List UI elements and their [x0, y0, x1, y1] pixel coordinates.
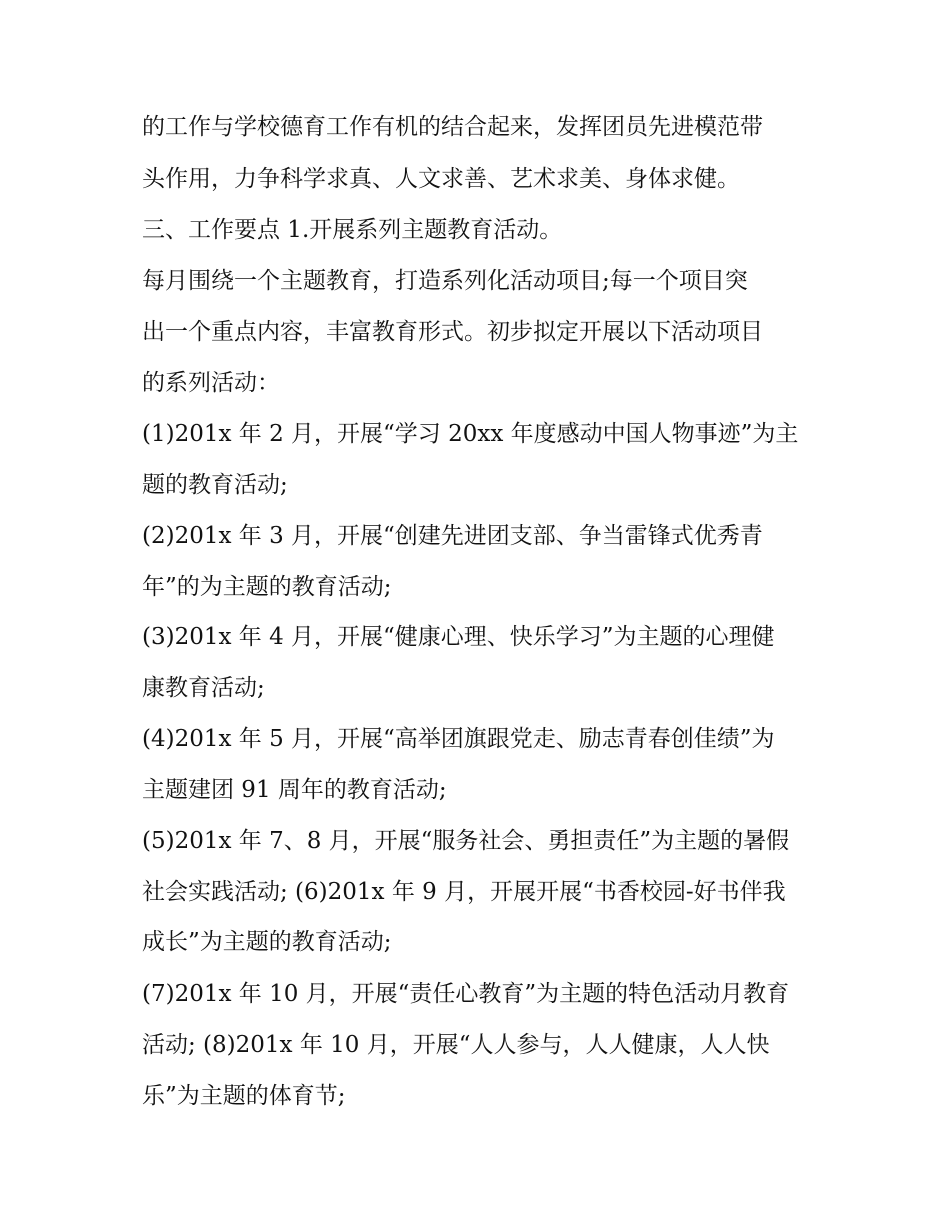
text-line: 的工作与学校德育工作有机的结合起来，发挥团员先进模范带 [142, 114, 763, 140]
text-line: 头作用，力争科学求真、人文求善、艺术求美、身体求健。 [142, 166, 740, 192]
list-item-line: (7)201x 年 10 月，开展“责任心教育”为主题的特色活动月教育 [142, 981, 790, 1007]
list-item-line: (4)201x 年 5 月，开展“高举团旗跟党走、励志青春创佳绩”为 [142, 726, 775, 752]
list-item-line: 年”的为主题的教育活动; [142, 574, 392, 600]
list-item-line: 社会实践活动; (6)201x 年 9 月，开展开展“书香校园-好书伴我 [142, 879, 786, 905]
list-item-line: 主题建团 91 周年的教育活动; [142, 777, 447, 803]
section-heading: 三、工作要点 1.开展系列主题教育活动。 [142, 217, 563, 243]
list-item-line: 康教育活动; [142, 675, 265, 701]
text-line: 每月围绕一个主题教育，打造系列化活动项目;每一个项目突 [142, 268, 748, 294]
list-item-line: (3)201x 年 4 月，开展“健康心理、快乐学习”为主题的心理健 [142, 624, 775, 650]
list-item-line: (2)201x 年 3 月，开展“创建先进团支部、争当雷锋式优秀青 [142, 523, 763, 549]
text-line: 的系列活动： [142, 370, 280, 396]
list-item-line: 成长”为主题的教育活动; [142, 929, 392, 955]
list-item-line: 题的教育活动; [142, 472, 288, 498]
text-line: 出一个重点内容，丰富教育形式。初步拟定开展以下活动项目 [142, 319, 763, 345]
list-item-line: (1)201x 年 2 月，开展“学习 20xx 年度感动中国人物事迹”为主 [142, 421, 799, 447]
list-item-line: 活动; (8)201x 年 10 月，开展“人人参与，人人健康，人人快 [142, 1032, 770, 1058]
list-item-line: 乐”为主题的体育节; [142, 1083, 346, 1109]
list-item-line: (5)201x 年 7、8 月，开展“服务社会、勇担责任”为主题的暑假 [142, 828, 790, 854]
